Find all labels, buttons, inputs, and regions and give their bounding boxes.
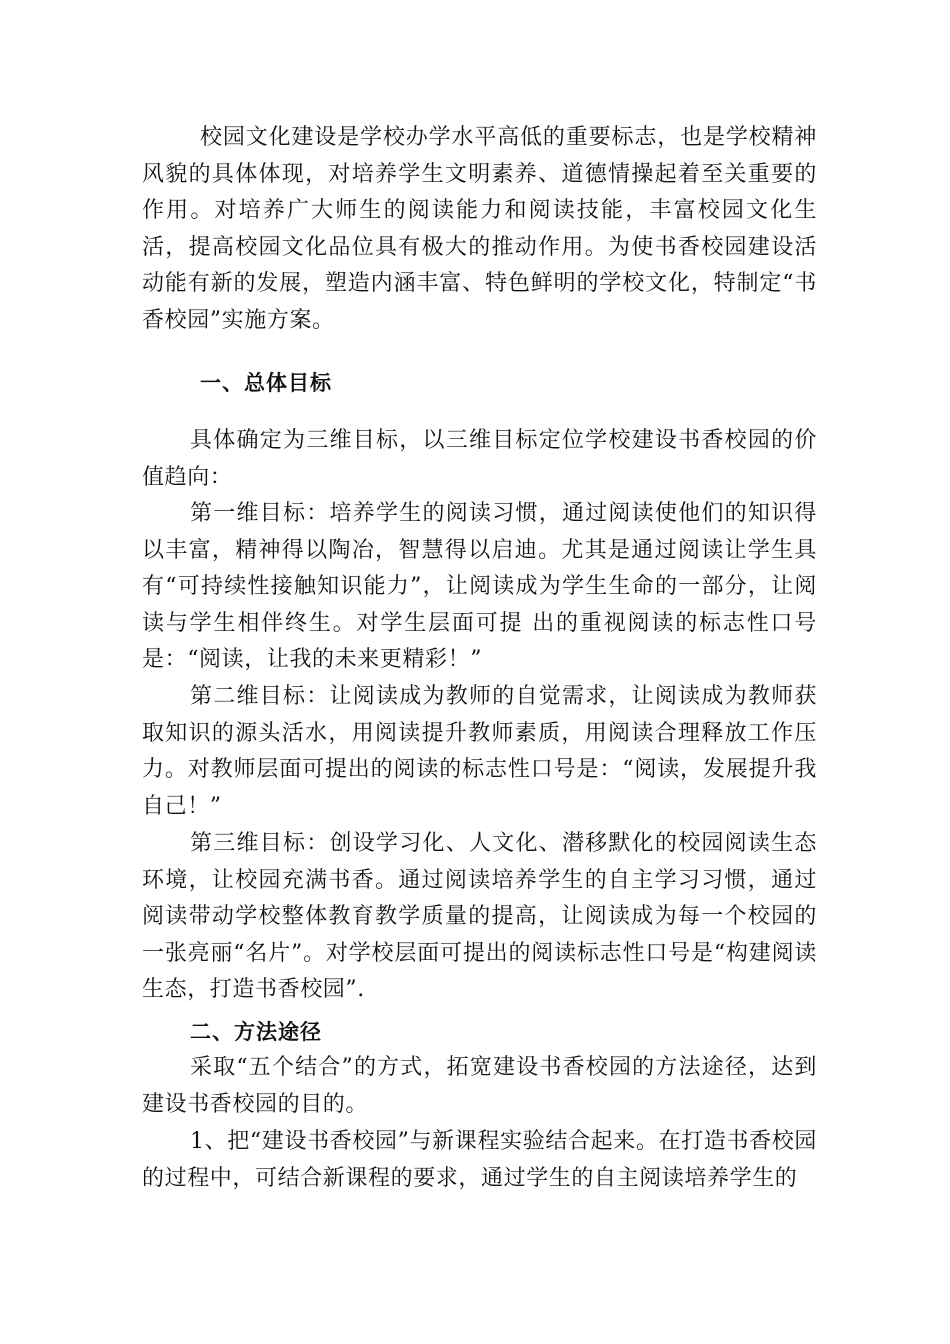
goals-lead-paragraph: 具体确定为三维目标，以三维目标定位学校建设书香校园的价值趋向：: [142, 428, 817, 490]
method-item-one-paragraph: 1、把“建设书香校园”与新课程实验结合起来。在打造书香校园的过程中，可结合新课程的要求，通过学生的自主阅读培养学生的: [142, 1129, 817, 1191]
intro-paragraph: 校园文化建设是学校办学水平高低的重要标志，也是学校精神风貌的具体体现，对培养学生文明素养、道德情操起着至关重要的作用。对培养广大师生的阅读能力和阅读技能，丰富校园文化生活，提高校园文化品位具有极大的推动作用。为使书香校园建设活动能有新的发展，塑造内涵丰富、特色鲜明的学校文化，特制定“书香校园”实施方案。: [142, 125, 817, 333]
section-heading-methods: 二、方法途径: [190, 1020, 322, 1044]
goal-three-paragraph: 第三维目标：创设学习化、人文化、潜移默化的校园阅读生态环境，让校园充满书香。通过阅读培养学生的自主学习习惯，通过阅读带动学校整体教育教学质量的提高，让阅读成为每一个校园的一张亮丽“名片”。对学校层面可提出的阅读标志性口号是“构建阅读生态，打造书香校园”.: [142, 831, 817, 1002]
goal-two-paragraph: 第二维目标：让阅读成为教师的自觉需求，让阅读成为教师获取知识的源头活水，用阅读提升教师素质，用阅读合理释放工作压力。对教师层面可提出的阅读的标志性口号是：“阅读，发展提升我自己！”: [142, 684, 817, 819]
methods-lead-paragraph: 采取“五个结合”的方式，拓宽建设书香校园的方法途径，达到建设书香校园的目的。: [142, 1055, 817, 1117]
section-heading-overall-goals: 一、总体目标: [200, 371, 332, 395]
goal-one-paragraph: 第一维目标：培养学生的阅读习惯，通过阅读使他们的知识得以丰富，精神得以陶冶，智慧得以启迪。尤其是通过阅读让学生具有“可持续性接触知识能力”，让阅读成为学生生命的一部分，让阅读与学生相伴终生。对学生层面可提 出的重视阅读的标志性口号是：“阅读，让我的未来更精彩！”: [142, 501, 817, 672]
